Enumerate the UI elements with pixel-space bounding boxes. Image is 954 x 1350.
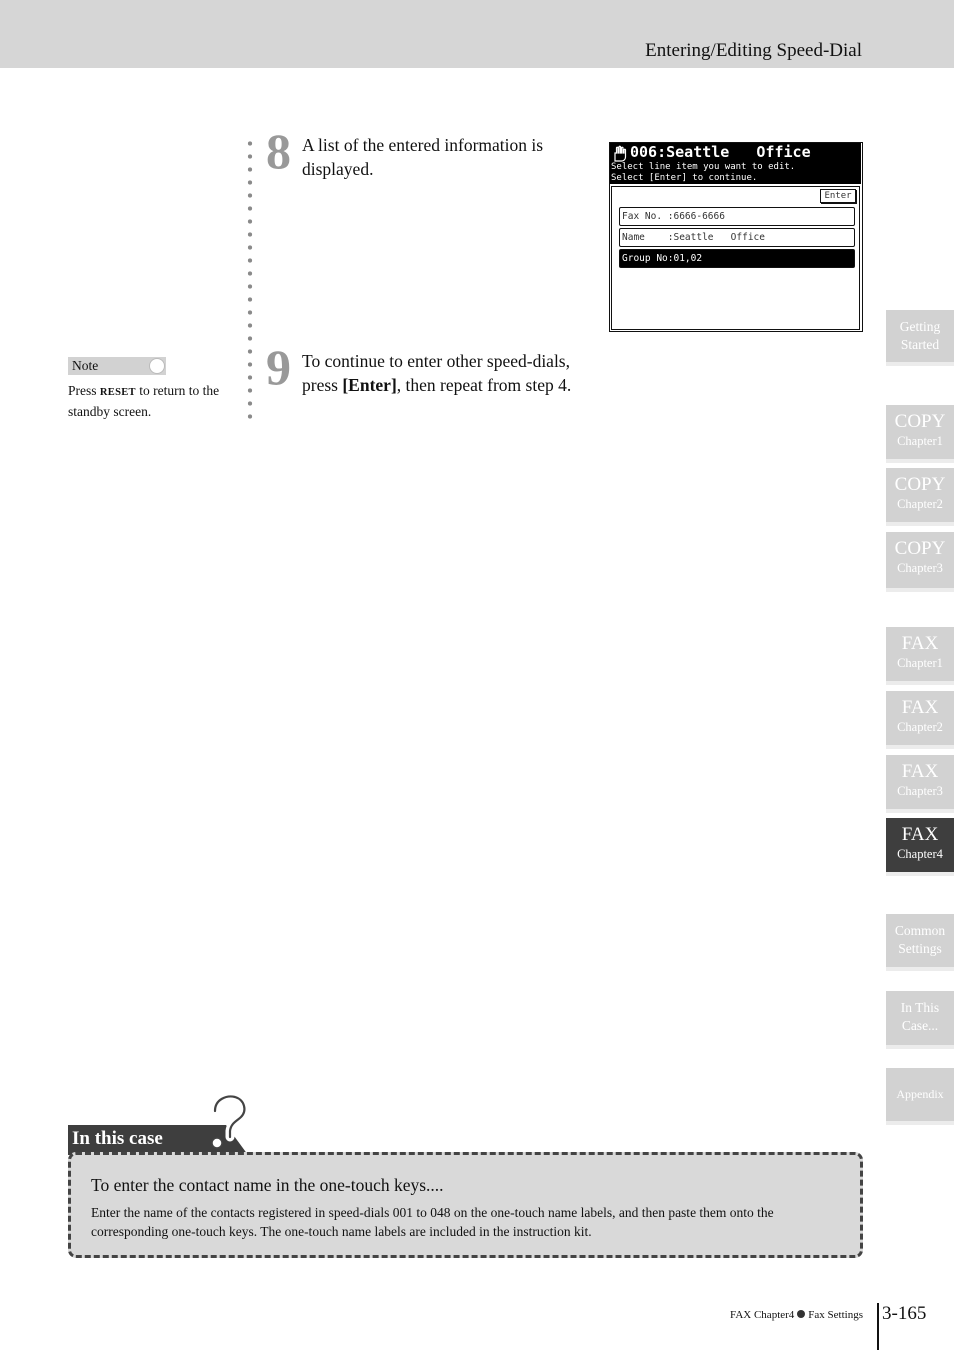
tab-fax-chapter4[interactable]: FAX Chapter4 — [886, 818, 954, 872]
lcd-row-name[interactable]: Name :Seattle Office — [619, 228, 855, 247]
footer-breadcrumb — [730, 1309, 863, 1321]
in-this-case-body: Enter the name of the contacts registered in speed-dials 001 to 048 on the one-touch name labels, and then paste them onto the corresponding one-touch keys. The one-touch name labels are included in the instruction kit. — [91, 1205, 774, 1239]
lcd-title: 006:Seattle Office — [630, 143, 811, 161]
footer-chapter: FAX Chapter4 — [730, 1309, 795, 1321]
lcd-screen — [609, 142, 863, 332]
tab-copy-chapter3[interactable]: COPY Chapter3 — [886, 532, 954, 588]
lcd-instruction-1: Select line item you want to edit. — [611, 162, 796, 172]
tab-in-this-case[interactable]: In This Case... — [886, 991, 954, 1045]
in-this-case-box — [68, 1152, 863, 1258]
bullet-icon — [797, 1310, 805, 1318]
page-header-title: Entering/Editing Speed-Dial — [645, 40, 862, 61]
note-circle-icon — [149, 358, 165, 374]
note-tab — [68, 357, 166, 375]
footer-divider — [877, 1303, 879, 1350]
lcd-row-fax-no[interactable]: Fax No. :6666-6666 — [619, 207, 855, 226]
tab-copy-chapter1[interactable]: COPY Chapter1 — [886, 405, 954, 459]
hand-pointer-icon — [612, 145, 628, 162]
tab-getting-started[interactable]: Getting Started — [886, 310, 954, 362]
lcd-instruction-2: Select [Enter] to continue. — [611, 173, 758, 183]
tab-fax-chapter1[interactable]: FAX Chapter1 — [886, 627, 954, 681]
lcd-title-bar — [610, 143, 861, 184]
in-this-case-title: In this case — [72, 1128, 163, 1149]
step-number-8: 8 — [266, 123, 291, 179]
step-8-text: A list of the entered information is displayed. — [302, 135, 544, 179]
note-label: Note — [72, 358, 99, 373]
dotted-divider — [247, 137, 253, 427]
in-this-case-heading: To enter the contact name in the one-touch keys.... — [91, 1175, 444, 1195]
enter-key-label: [Enter] — [342, 375, 397, 395]
step-9-text: To continue to enter other speed-dials, press [Enter], then repeat from step 4. — [302, 351, 572, 395]
lcd-row-group-no[interactable]: Group No:01,02 — [619, 249, 855, 268]
tab-fax-chapter2[interactable]: FAX Chapter2 — [886, 691, 954, 745]
tab-copy-chapter2[interactable]: COPY Chapter2 — [886, 468, 954, 522]
lcd-enter-button[interactable]: Enter — [820, 189, 856, 203]
lcd-content — [611, 186, 860, 330]
tab-appendix[interactable]: Appendix — [886, 1068, 954, 1121]
reset-key-label: RESET — [99, 387, 136, 398]
note-text: Press RESET to return to the standby screen. — [68, 383, 220, 419]
tab-common-settings[interactable]: Common Settings — [886, 914, 954, 967]
footer-section: Fax Settings — [808, 1309, 863, 1321]
step-number-9: 9 — [266, 339, 291, 395]
tab-fax-chapter3[interactable]: FAX Chapter3 — [886, 755, 954, 809]
question-mark-icon — [205, 1093, 251, 1153]
page-number: 3-165 — [882, 1303, 927, 1324]
